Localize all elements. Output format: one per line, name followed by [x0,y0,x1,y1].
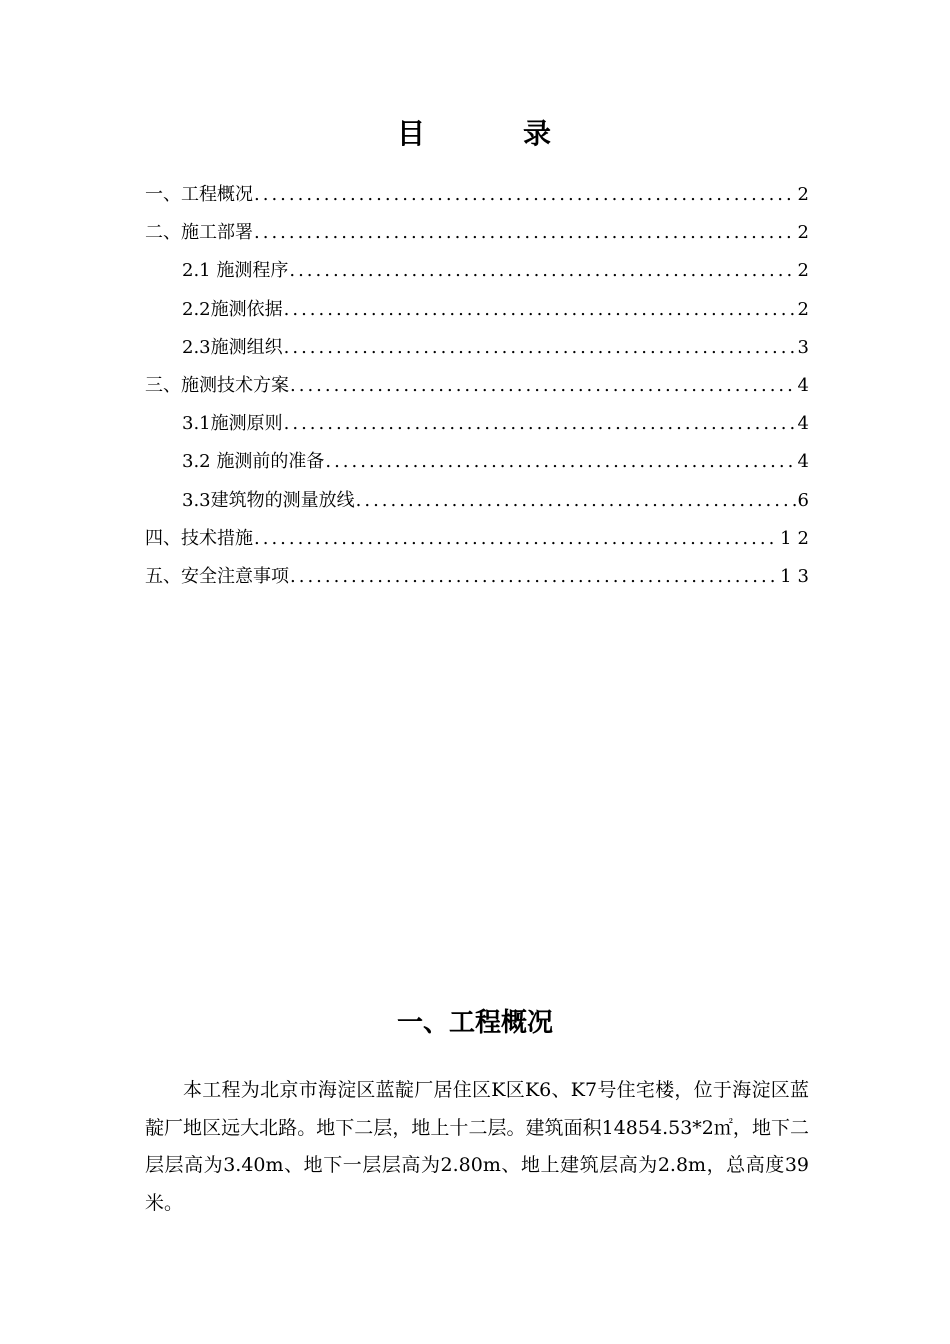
toc-entry-label: 3.2 施测前的准备 [182,451,325,473]
toc-entry-label: 2.3施测组织 [182,336,283,358]
toc-leader-dots [284,329,796,367]
toc-title [0,112,950,152]
toc-entry-2-3[interactable] [145,329,815,367]
toc-entry-label: 3.1施测原则 [182,413,283,435]
toc-entry-label: 二、施工部署 [145,222,253,244]
toc-title-part1: 目 [396,117,427,150]
toc-entry-page: 2 [797,222,815,244]
toc-entry-page: 3 [797,336,815,358]
toc-entry-5[interactable] [145,558,815,596]
toc-entry-page: 6 [797,489,815,511]
toc-entry-label: 五、安全注意事项 [145,565,289,587]
section-paragraph: 本工程为北京市海淀区蓝靛厂居住区K区K6、K7号住宅楼，位于海淀区蓝靛厂地区远大北路。地下二层，地上十二层。建筑面积14854.53*2㎡，地下二层层高为3.40m、地下一层层高为2.80m、地上建筑层高为2.8m，总高度39米。 [145,1079,809,1214]
toc-leader-dots [254,520,778,558]
toc-leader-dots [356,482,796,520]
toc-entry-page: 12 [780,527,815,549]
toc-leader-dots [289,252,795,290]
toc-title-part2: 录 [523,117,554,150]
toc-entry-page: 2 [797,260,815,282]
toc-entry-label: 三、施测技术方案 [145,374,289,396]
toc-entry-page: 4 [797,413,815,435]
toc-entry-label: 四、技术措施 [145,527,253,549]
toc-entry-1[interactable] [145,176,815,214]
toc-entry-2-2[interactable] [145,291,815,329]
toc-entry-page: 4 [797,451,815,473]
toc-entry-label: 3.3建筑物的测量放线 [182,489,355,511]
toc-entry-page: 4 [797,374,815,396]
toc-entry-3-2[interactable] [145,443,815,481]
toc-entry-3-3[interactable] [145,482,815,520]
toc-leader-dots [284,405,796,443]
toc-entry-label: 2.2施测依据 [182,298,283,320]
toc-entry-label: 一、工程概况 [145,184,253,205]
toc-entry-3[interactable] [145,367,815,405]
toc-entry-2-1[interactable] [145,252,815,290]
toc-leader-dots [325,443,795,481]
section-heading: 一、工程概况 [396,1008,553,1038]
toc-leader-dots [290,558,778,596]
toc-leader-dots [254,214,796,252]
toc-leader-dots [254,176,796,214]
toc-leader-dots [284,291,796,329]
toc-leader-dots [290,367,796,405]
toc-entry-page: 2 [797,298,815,320]
table-of-contents [145,176,815,596]
toc-entry-page: 2 [797,184,815,205]
toc-entry-page: 13 [780,565,815,587]
toc-entry-label: 2.1 施测程序 [182,260,289,282]
toc-entry-3-1[interactable] [145,405,815,443]
toc-entry-2[interactable] [145,214,815,252]
toc-entry-4[interactable] [145,520,815,558]
